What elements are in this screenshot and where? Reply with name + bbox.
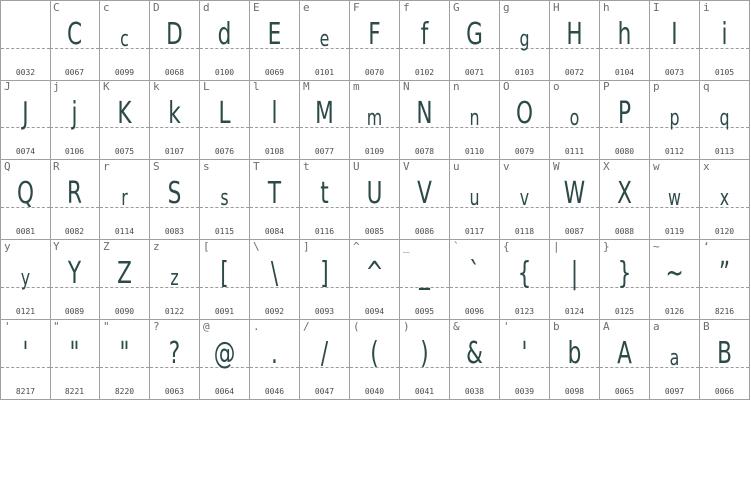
char-code: 0038 <box>464 387 485 396</box>
glyph-cell[interactable] <box>100 160 150 240</box>
glyph-label: L <box>203 80 210 93</box>
glyph-label: _ <box>403 240 410 253</box>
glyph-label: X <box>603 160 610 173</box>
glyph-label: ( <box>353 320 360 333</box>
glyph-preview: U <box>366 176 383 211</box>
glyph-label: @ <box>203 320 210 333</box>
glyph-cell[interactable] <box>500 320 550 400</box>
glyph-cell[interactable] <box>200 320 250 400</box>
glyph-cell[interactable] <box>50 160 100 240</box>
glyph-cell[interactable] <box>650 160 700 240</box>
glyph-preview: O <box>515 96 534 131</box>
char-code: 0083 <box>164 227 185 236</box>
char-code: 0032 <box>15 68 36 77</box>
glyph-label: ? <box>153 320 160 333</box>
glyph-label: ] <box>303 240 310 253</box>
char-code: 0101 <box>314 68 335 77</box>
glyph-label: M <box>303 80 310 93</box>
char-code: 0106 <box>64 147 85 156</box>
char-code: 0046 <box>264 387 285 396</box>
glyph-cell[interactable] <box>550 80 600 160</box>
char-code: 0125 <box>614 307 635 316</box>
char-code: 0095 <box>414 307 435 316</box>
glyph-preview: @ <box>213 336 236 371</box>
glyph-cell[interactable] <box>700 160 750 240</box>
glyph-label: " <box>53 320 60 333</box>
glyph-cell[interactable] <box>250 240 300 320</box>
char-code: 0070 <box>364 68 385 77</box>
glyph-preview: / <box>320 336 329 371</box>
char-code: 0123 <box>514 307 535 316</box>
glyph-cell[interactable] <box>0 320 51 400</box>
glyph-label: m <box>353 80 360 93</box>
glyph-cell[interactable] <box>100 320 150 400</box>
glyph-cell[interactable] <box>700 320 750 400</box>
char-code: 0111 <box>564 147 585 156</box>
glyph-cell[interactable] <box>300 240 350 320</box>
glyph-preview: y <box>20 266 31 291</box>
glyph-preview: . <box>271 336 278 371</box>
glyph-label: j <box>53 80 60 93</box>
glyph-label: Q <box>4 160 11 173</box>
glyph-label: [ <box>203 240 210 253</box>
char-code: 0113 <box>714 147 735 156</box>
char-code: 0071 <box>464 68 485 77</box>
glyph-cell[interactable] <box>450 240 500 320</box>
glyph-preview: | <box>570 256 579 291</box>
glyph-cell[interactable] <box>600 80 650 160</box>
glyph-preview: N <box>416 96 433 131</box>
glyph-cell[interactable] <box>50 0 100 81</box>
char-code: 0097 <box>664 387 685 396</box>
char-code: 0072 <box>564 68 585 77</box>
glyph-preview: x <box>719 186 730 211</box>
char-code: 0086 <box>414 227 435 236</box>
char-code: 0126 <box>664 307 685 316</box>
glyph-label: ' <box>4 320 11 333</box>
glyph-preview: ' <box>22 336 29 371</box>
char-code: 0094 <box>364 307 385 316</box>
glyph-preview: ' <box>521 336 528 371</box>
glyph-label: s <box>203 160 210 173</box>
glyph-label: B <box>703 320 710 333</box>
glyph-label: & <box>453 320 460 333</box>
glyph-label: e <box>303 1 310 14</box>
glyph-preview: \ <box>270 256 279 291</box>
char-code: 0112 <box>664 147 685 156</box>
char-code: 0115 <box>214 227 235 236</box>
char-code: 0098 <box>564 387 585 396</box>
glyph-label: ` <box>453 240 460 253</box>
glyph-label: K <box>103 80 110 93</box>
char-code: 0040 <box>364 387 385 396</box>
glyph-label: t <box>303 160 310 173</box>
glyph-preview: j <box>71 96 78 131</box>
char-code: 0079 <box>514 147 535 156</box>
glyph-preview: w <box>668 186 681 211</box>
char-code: 0107 <box>164 147 185 156</box>
glyph-label: b <box>553 320 560 333</box>
glyph-cell[interactable] <box>200 80 250 160</box>
glyph-cell[interactable] <box>450 0 500 81</box>
glyph-label: U <box>353 160 360 173</box>
char-code: 8216 <box>714 307 735 316</box>
glyph-cell[interactable] <box>550 320 600 400</box>
glyph-cell[interactable] <box>150 0 200 81</box>
glyph-label: v <box>503 160 510 173</box>
glyph-preview: S <box>167 176 182 211</box>
glyph-preview: ^ <box>365 256 384 291</box>
glyph-preview: E <box>267 17 282 52</box>
glyph-preview: Q <box>16 176 35 211</box>
glyph-preview: K <box>117 96 132 131</box>
glyph-preview: z <box>170 266 179 291</box>
glyph-label: I <box>653 1 660 14</box>
glyph-label: . <box>253 320 260 333</box>
glyph-preview: M <box>315 96 334 131</box>
char-code: 0063 <box>164 387 185 396</box>
glyph-preview: V <box>417 176 432 211</box>
glyph-cell[interactable] <box>150 80 200 160</box>
char-code: 0085 <box>364 227 385 236</box>
glyph-preview: { <box>517 256 532 291</box>
glyph-cell[interactable] <box>500 80 550 160</box>
char-code: 0088 <box>614 227 635 236</box>
glyph-cell[interactable] <box>700 0 750 81</box>
glyph-cell[interactable] <box>200 0 250 81</box>
glyph-cell[interactable] <box>500 240 550 320</box>
glyph-preview: d <box>217 17 232 52</box>
glyph-preview: l <box>271 96 278 131</box>
glyph-cell[interactable] <box>650 240 700 320</box>
glyph-preview: ) <box>420 336 429 371</box>
glyph-cell[interactable] <box>550 0 600 81</box>
glyph-preview: T <box>267 176 282 211</box>
glyph-label: W <box>553 160 560 173</box>
glyph-preview: r <box>121 186 128 211</box>
glyph-label: y <box>4 240 11 253</box>
glyph-preview: o <box>569 106 580 131</box>
glyph-cell[interactable] <box>50 320 100 400</box>
char-code: 0064 <box>214 387 235 396</box>
glyph-preview: I <box>671 17 678 52</box>
char-code: 0092 <box>264 307 285 316</box>
char-code: 0100 <box>214 68 235 77</box>
glyph-cell[interactable] <box>300 160 350 240</box>
char-code: 0120 <box>714 227 735 236</box>
glyph-preview: " <box>119 336 130 371</box>
glyph-preview: h <box>617 17 632 52</box>
char-code: 0074 <box>15 147 36 156</box>
glyph-cell[interactable] <box>650 0 700 81</box>
glyph-label: | <box>553 240 560 253</box>
glyph-label: k <box>153 80 160 93</box>
glyph-label: C <box>53 1 60 14</box>
char-code: 0068 <box>164 68 185 77</box>
glyph-cell[interactable] <box>300 80 350 160</box>
char-code: 0122 <box>164 307 185 316</box>
char-code: 0069 <box>264 68 285 77</box>
glyph-label: O <box>503 80 510 93</box>
glyph-cell[interactable] <box>250 0 300 81</box>
glyph-cell[interactable] <box>50 240 100 320</box>
glyph-label: a <box>653 320 660 333</box>
glyph-cell[interactable] <box>450 160 500 240</box>
glyph-label: c <box>103 1 110 14</box>
glyph-preview: s <box>220 186 229 211</box>
glyph-cell[interactable] <box>400 320 450 400</box>
glyph-cell[interactable] <box>400 0 450 81</box>
glyph-label: h <box>603 1 610 14</box>
glyph-preview: " <box>69 336 80 371</box>
char-code: 0047 <box>314 387 335 396</box>
glyph-label: A <box>603 320 610 333</box>
glyph-preview: c <box>120 27 129 52</box>
glyph-label: F <box>353 1 360 14</box>
glyph-label: ‘ <box>703 240 710 253</box>
glyph-label: d <box>203 1 210 14</box>
glyph-cell[interactable] <box>600 240 650 320</box>
glyph-cell[interactable] <box>500 160 550 240</box>
glyph-preview: ] <box>320 256 329 291</box>
glyph-preview: m <box>366 106 383 131</box>
glyph-preview: v <box>519 186 530 211</box>
glyph-label: ^ <box>353 240 360 253</box>
char-code: 0117 <box>464 227 485 236</box>
glyph-preview: A <box>617 336 632 371</box>
char-code: 0108 <box>264 147 285 156</box>
glyph-cell[interactable] <box>700 240 750 320</box>
char-code: 0124 <box>564 307 585 316</box>
glyph-label: z <box>153 240 160 253</box>
glyph-preview: R <box>66 176 83 211</box>
glyph-cell[interactable] <box>300 320 350 400</box>
glyph-preview: P <box>617 96 632 131</box>
glyph-cell[interactable] <box>100 0 150 81</box>
char-code: 0039 <box>514 387 535 396</box>
glyph-preview: B <box>717 336 732 371</box>
glyph-cell[interactable] <box>0 0 51 81</box>
glyph-cell[interactable] <box>350 160 400 240</box>
glyph-label: g <box>503 1 510 14</box>
char-code: 0099 <box>114 68 135 77</box>
glyph-cell[interactable] <box>350 240 400 320</box>
glyph-preview: H <box>566 17 583 52</box>
char-code: 0081 <box>15 227 36 236</box>
glyph-preview: W <box>563 176 586 211</box>
glyph-cell[interactable] <box>550 240 600 320</box>
glyph-label: P <box>603 80 610 93</box>
glyph-cell[interactable] <box>350 0 400 81</box>
glyph-cell[interactable] <box>150 320 200 400</box>
char-code: 0121 <box>15 307 36 316</box>
glyph-cell[interactable] <box>250 80 300 160</box>
glyph-preview: L <box>218 96 231 131</box>
glyph-cell[interactable] <box>250 160 300 240</box>
glyph-cell[interactable] <box>550 160 600 240</box>
glyph-cell[interactable] <box>200 160 250 240</box>
glyph-preview: F <box>368 17 381 52</box>
glyph-preview: g <box>519 27 530 52</box>
glyph-label: } <box>603 240 610 253</box>
char-code: 0105 <box>714 68 735 77</box>
glyph-preview <box>8 17 43 53</box>
glyph-label: u <box>453 160 460 173</box>
glyph-cell[interactable] <box>400 160 450 240</box>
glyph-preview: ? <box>168 336 181 371</box>
glyph-cell[interactable] <box>450 80 500 160</box>
glyph-preview: q <box>719 106 730 131</box>
char-code: 0073 <box>664 68 685 77</box>
glyph-cell[interactable] <box>350 80 400 160</box>
char-code: 0110 <box>464 147 485 156</box>
glyph-preview: ” <box>718 256 731 291</box>
glyph-cell[interactable] <box>50 80 100 160</box>
glyph-label: Y <box>53 240 60 253</box>
glyph-preview: Y <box>67 256 82 291</box>
glyph-cell[interactable] <box>350 320 400 400</box>
char-code: 0077 <box>314 147 335 156</box>
glyph-preview: ( <box>370 336 379 371</box>
char-code: 0078 <box>414 147 435 156</box>
glyph-label: ' <box>503 320 510 333</box>
glyph-preview: _ <box>419 256 430 291</box>
glyph-label: " <box>103 320 110 333</box>
char-code: 0089 <box>64 307 85 316</box>
char-code: 0109 <box>364 147 385 156</box>
glyph-label: l <box>253 80 260 93</box>
glyph-label: N <box>403 80 410 93</box>
glyph-label: w <box>653 160 660 173</box>
glyph-label: E <box>253 1 260 14</box>
glyph-cell[interactable] <box>400 80 450 160</box>
glyph-cell[interactable] <box>0 240 51 320</box>
glyph-label: n <box>453 80 460 93</box>
glyph-label: G <box>453 1 460 14</box>
glyph-label: / <box>303 320 310 333</box>
glyph-preview: b <box>567 336 582 371</box>
glyph-label: J <box>4 80 11 93</box>
glyph-preview: D <box>166 17 183 52</box>
char-code: 8217 <box>15 387 36 396</box>
glyph-preview: a <box>669 346 680 371</box>
char-code: 0090 <box>114 307 135 316</box>
glyph-preview: i <box>721 17 728 52</box>
glyph-preview: C <box>66 17 83 52</box>
glyph-preview: ` <box>469 256 480 291</box>
char-code: 0080 <box>614 147 635 156</box>
char-code: 0082 <box>64 227 85 236</box>
char-code: 8220 <box>114 387 135 396</box>
glyph-label: p <box>653 80 660 93</box>
glyph-preview: } <box>617 256 632 291</box>
char-code: 0075 <box>114 147 135 156</box>
char-code: 0104 <box>614 68 635 77</box>
glyph-preview: k <box>168 96 181 131</box>
glyph-label: R <box>53 160 60 173</box>
glyph-preview: [ <box>220 256 229 291</box>
glyph-preview: n <box>469 106 480 131</box>
glyph-preview: ~ <box>665 256 684 291</box>
char-code: 0093 <box>314 307 335 316</box>
char-code: 0118 <box>514 227 535 236</box>
char-code: 8221 <box>64 387 85 396</box>
glyph-label: x <box>703 160 710 173</box>
glyph-label: r <box>103 160 110 173</box>
char-code: 0076 <box>214 147 235 156</box>
glyph-cell[interactable] <box>100 80 150 160</box>
glyph-cell[interactable] <box>650 80 700 160</box>
glyph-label: f <box>403 1 410 14</box>
glyph-label: ) <box>403 320 410 333</box>
glyph-cell[interactable] <box>250 320 300 400</box>
glyph-cell[interactable] <box>150 160 200 240</box>
glyph-cell[interactable] <box>700 80 750 160</box>
glyph-preview: J <box>22 96 29 131</box>
glyph-cell[interactable] <box>100 240 150 320</box>
char-code: 0066 <box>714 387 735 396</box>
char-code: 0091 <box>214 307 235 316</box>
char-code: 0096 <box>464 307 485 316</box>
glyph-cell[interactable] <box>600 0 650 81</box>
glyph-cell[interactable] <box>300 0 350 81</box>
glyph-preview: G <box>466 17 483 52</box>
glyph-label: S <box>153 160 160 173</box>
glyph-label: D <box>153 1 160 14</box>
glyph-label: ~ <box>653 240 660 253</box>
glyph-preview: X <box>617 176 632 211</box>
char-code: 0084 <box>264 227 285 236</box>
glyph-cell[interactable] <box>200 240 250 320</box>
glyph-preview: p <box>669 106 680 131</box>
char-code: 0065 <box>614 387 635 396</box>
glyph-cell[interactable] <box>600 160 650 240</box>
glyph-label: H <box>553 1 560 14</box>
char-code: 0116 <box>314 227 335 236</box>
char-code: 0102 <box>414 68 435 77</box>
char-code: 0103 <box>514 68 535 77</box>
glyph-cell[interactable] <box>500 0 550 81</box>
char-code: 0067 <box>64 68 85 77</box>
glyph-preview: t <box>320 176 329 211</box>
glyph-preview: & <box>466 336 483 371</box>
glyph-cell[interactable] <box>0 160 51 240</box>
glyph-preview: Z <box>117 256 132 291</box>
glyph-label: o <box>553 80 560 93</box>
glyph-cell[interactable] <box>450 320 500 400</box>
char-code: 0114 <box>114 227 135 236</box>
glyph-label: V <box>403 160 410 173</box>
glyph-preview: u <box>469 186 480 211</box>
char-code: 0087 <box>564 227 585 236</box>
glyph-preview: f <box>420 17 429 52</box>
glyph-cell[interactable] <box>650 320 700 400</box>
glyph-label: q <box>703 80 710 93</box>
glyph-cell[interactable] <box>150 240 200 320</box>
glyph-label: \ <box>253 240 260 253</box>
char-code: 0041 <box>414 387 435 396</box>
glyph-label: T <box>253 160 260 173</box>
char-code: 0119 <box>664 227 685 236</box>
glyph-label: i <box>703 1 710 14</box>
glyph-cell[interactable] <box>400 240 450 320</box>
glyph-cell[interactable] <box>600 320 650 400</box>
glyph-preview: e <box>319 27 330 52</box>
glyph-label: Z <box>103 240 110 253</box>
glyph-label: { <box>503 240 510 253</box>
glyph-cell[interactable] <box>0 80 51 160</box>
